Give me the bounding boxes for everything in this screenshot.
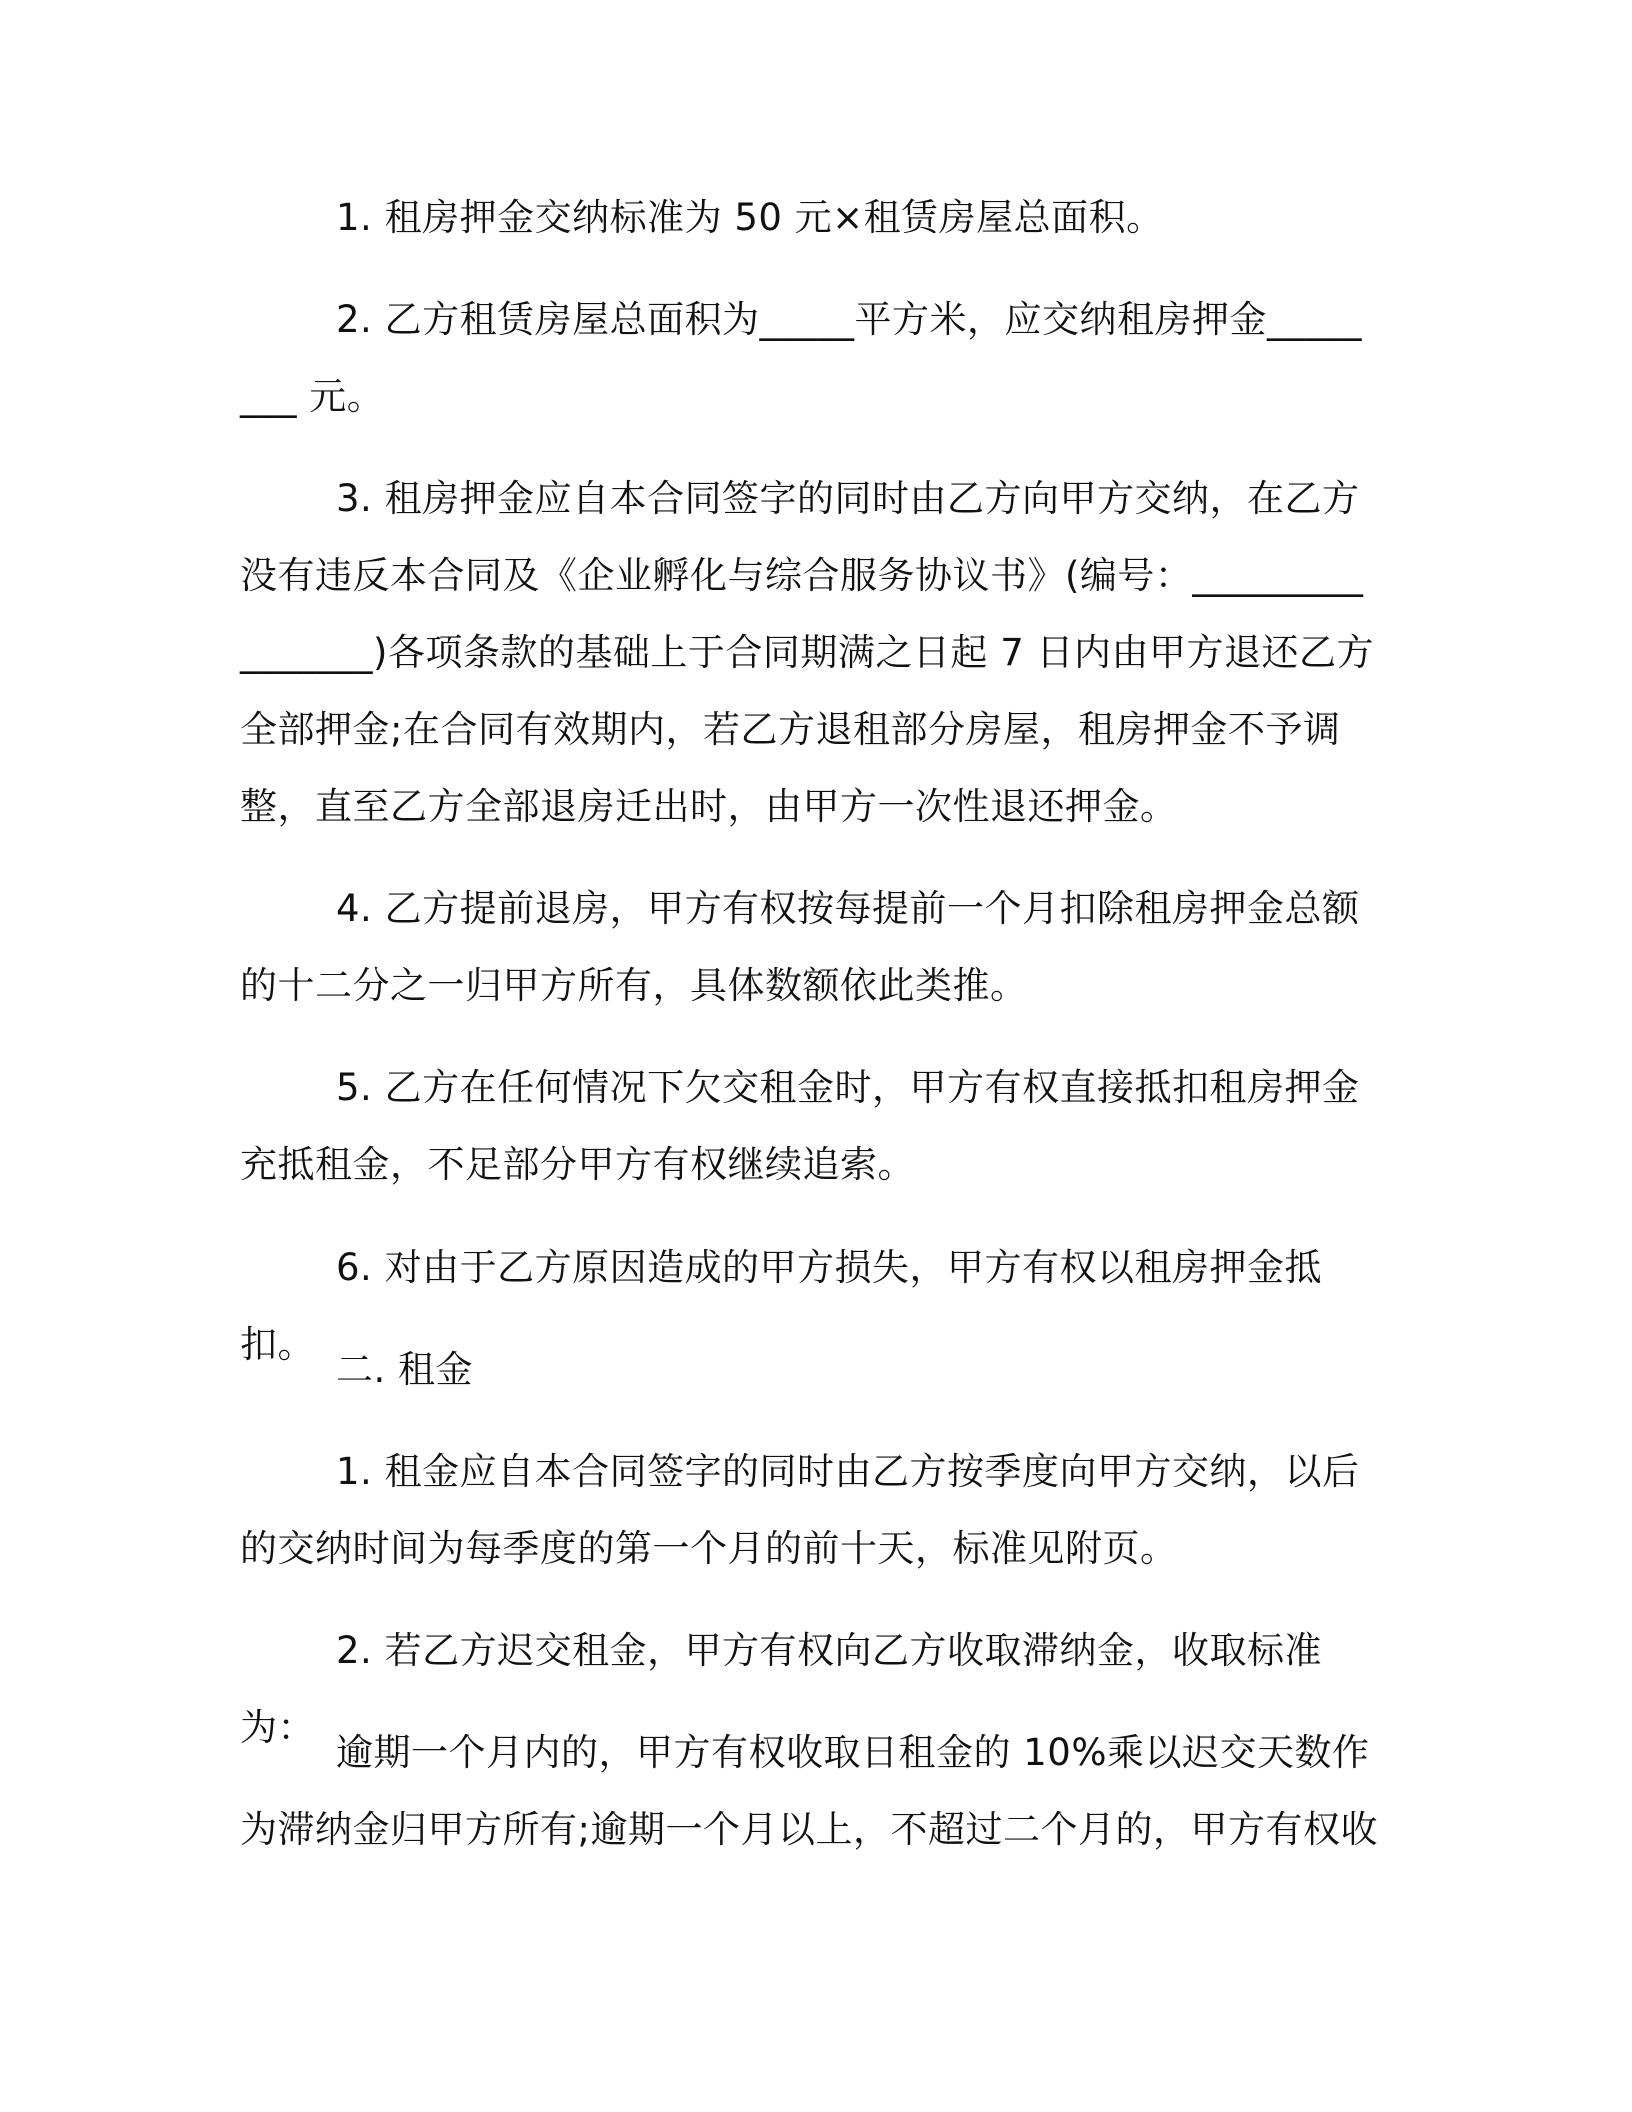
rent-clause-1: 1. 租金应自本合同签字的同时由乙方按季度向甲方交纳，以后的交纳时间为每季度的第一个月的前十天，标准见附页。 bbox=[240, 1450, 1360, 1570]
rent-clause-2: 2. 若乙方迟交租金，甲方有权向乙方收取滞纳金，收取标准为： bbox=[240, 1629, 1323, 1749]
deposit-clause-4: 4. 乙方提前退房，甲方有权按每提前一个月扣除租房押金总额的十二分之一归甲方所有，具体数额依此类推。 bbox=[240, 887, 1360, 1007]
late-fee-paragraph: 逾期一个月内的，甲方有权收取日租金的 10%乘以迟交天数作为滞纳金归甲方所有;逾期一个月以上，不超过二个月的，甲方有权收 bbox=[240, 1731, 1378, 1851]
deposit-clause-6: 6. 对由于乙方原因造成的甲方损失，甲方有权以租房押金抵扣。 bbox=[240, 1246, 1323, 1366]
section-heading-rent: 二. 租金 bbox=[336, 1348, 474, 1391]
deposit-clause-3: 3. 租房押金应自本合同签字的同时由乙方向甲方交纳，在乙方没有违反本合同及《企业孵化与综合服务协议书》(编号：________________)各项条款的基础上于合同期满之日起 7 日内由甲方退还乙方全部押金;在合同有效期内，若乙方退租部分房屋，租房押金不予调整，直至乙方全部退房迁出时，由甲方一次性退还押金。 bbox=[240, 477, 1374, 828]
deposit-clause-2: 2. 乙方租赁房屋总面积为_____平方米，应交纳租房押金________ 元。 bbox=[240, 298, 1363, 418]
deposit-clause-1: 1. 租房押金交纳标准为 50 元×租赁房屋总面积。 bbox=[336, 196, 1164, 239]
deposit-clause-5: 5. 乙方在任何情况下欠交租金时，甲方有权直接抵扣租房押金充抵租金，不足部分甲方有权继续追索。 bbox=[240, 1066, 1360, 1186]
